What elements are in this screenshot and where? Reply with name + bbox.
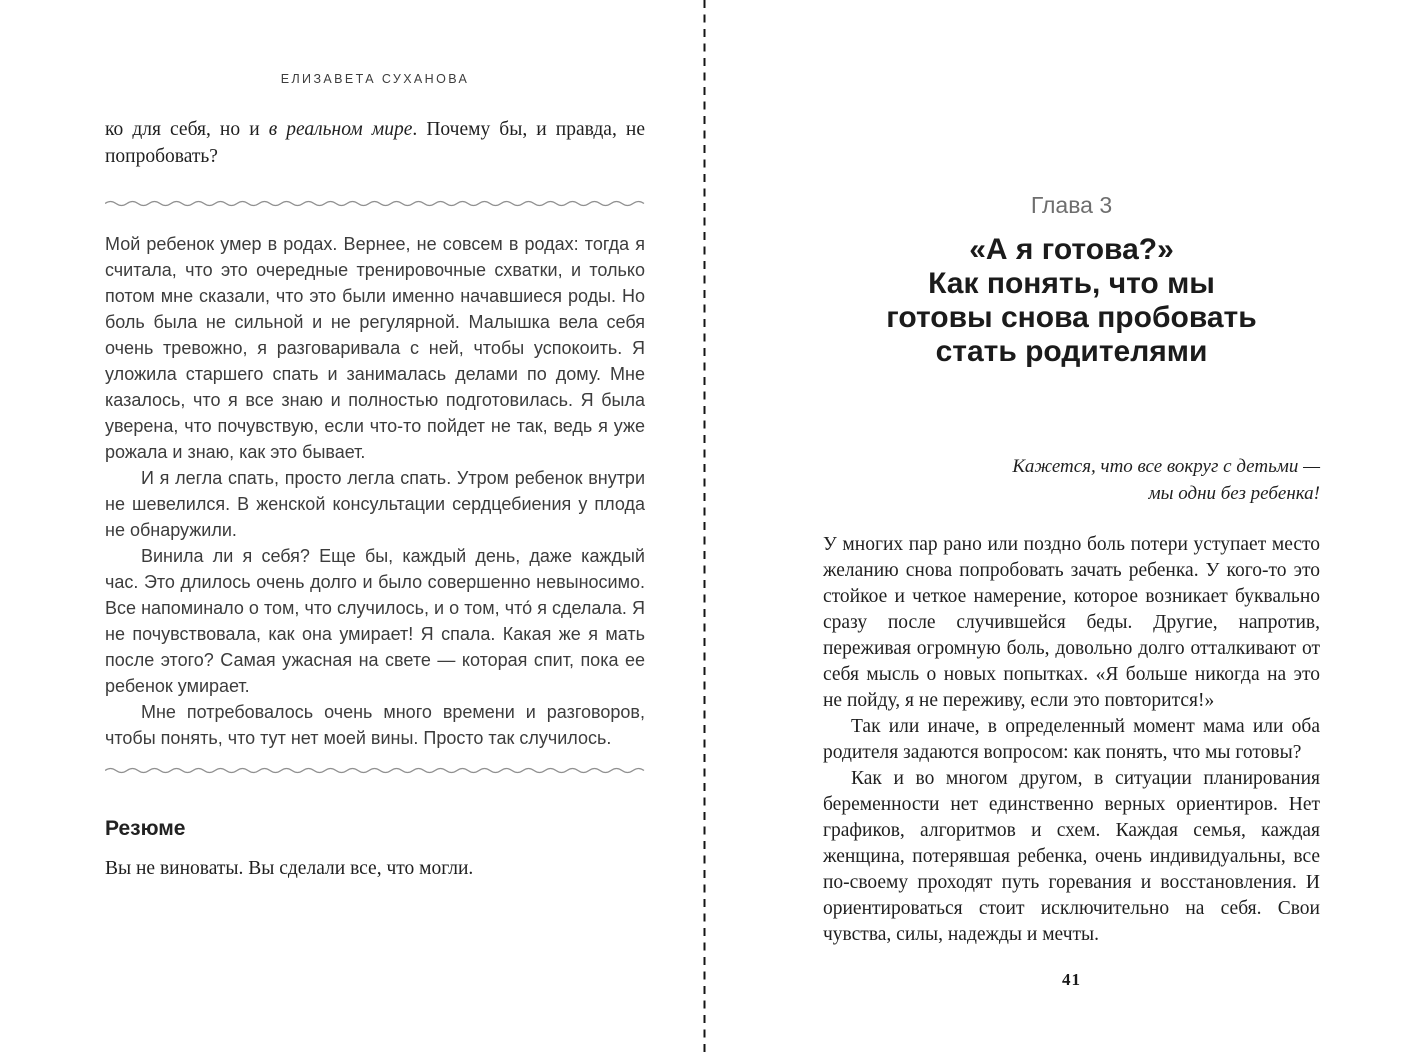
chapter-title-line: стать родителями bbox=[935, 335, 1208, 368]
intro-text-post: . Почему бы, и правда, не попробовать? bbox=[105, 119, 645, 167]
chapter-title-line: Как понять, что мы bbox=[928, 267, 1215, 300]
testimonial-paragraph: Винила ли я себя? Еще бы, каждый день, даже каждый час. Это длилось очень долго и было совершенно невыносимо. Все напоминало о том, что случилось, и о том, что́ я сделала. Я не почувствовала, как она умирает! Я спала. Какая же я мать после этого? Самая ужасная на свете — которая спит, пока ее ребенок умирает. bbox=[105, 546, 645, 696]
body-paragraph: Как и во многом другом, в ситуации планирования беременности нет единственно верных ориентиров. Нет графиков, алгоритмов и схем. Каждая семья, каждая женщина, потерявшая ребенка, очень индивидуальны, все по-своему проходят путь горевания и восстановления. И ориентироваться стоит исключительно на себя. Свои чувства, силы, надежды и мечты. bbox=[823, 768, 1320, 945]
body-paragraph: У многих пар рано или поздно боль потери уступает место желанию снова попробовать зачать ребенка. У кого-то это стойкое и четкое намерение, которое возникает буквально сразу после случившейся беды. Другие, напротив, переживая огромную боль, довольно долго отталкивают от себя мысль о новых попытках. «Я больше никогда на это не пойду, я не переживу, если это повторится!» bbox=[823, 534, 1320, 711]
body-paragraph: Так или иначе, в определенный момент мама или оба родителя задаются вопросом: как понять, что мы готовы? bbox=[823, 716, 1320, 763]
testimonial-paragraph: И я легла спать, просто легла спать. Утром ребенок внутри не шевелился. В женской консультации сердцебиения у плода не обнаружили. bbox=[105, 468, 645, 540]
right-page bbox=[823, 0, 1320, 948]
chapter-label: Глава 3 bbox=[1030, 192, 1113, 218]
left-page bbox=[105, 0, 645, 882]
intro-paragraph bbox=[105, 116, 645, 170]
chapter-body bbox=[823, 532, 1320, 948]
intro-text-pre: ко для себя, но и bbox=[105, 119, 269, 140]
wavy-divider-bottom bbox=[105, 766, 645, 775]
chapter-title bbox=[823, 233, 1320, 369]
epigraph-line: Кажется, что все вокруг с детьми — bbox=[1012, 456, 1320, 477]
wavy-divider-top bbox=[105, 199, 645, 208]
summary-heading: Резюме bbox=[105, 817, 186, 840]
epigraph-line: мы одни без ребенка! bbox=[1148, 483, 1320, 504]
summary-text: Вы не виноваты. Вы сделали все, что могли. bbox=[105, 858, 474, 879]
testimonial-paragraph: Мне потребовалось очень много времени и разговоров, чтобы понять, что тут нет моей вины. Просто так случилось. bbox=[105, 702, 645, 748]
epigraph bbox=[823, 453, 1320, 507]
testimonial-paragraph: Мой ребенок умер в родах. Вернее, не совсем в родах: тогда я считала, что это очередные тренировочные схватки, и только потом мне сказали, что это были именно начавшиеся роды. Но боль была не сильной и не регулярной. Малышка вела себя очень тревожно, я разговаривала с ней, чтобы успокоить. Я уложила старшего спать и занималась делами по дому. Мне казалось, что я все знаю и полностью подготовилась. Я была уверена, что почувствую, если что-то пойдет не так, ведь я уже рожала и знаю, как это бывает. bbox=[105, 234, 645, 462]
page-number: 41 bbox=[1062, 970, 1081, 989]
page-split-dashed-rule bbox=[702, 0, 707, 1058]
testimonial-block bbox=[105, 231, 645, 751]
chapter-title-line: «А я готова?» bbox=[969, 233, 1174, 266]
chapter-title-line: готовы снова пробовать bbox=[886, 301, 1257, 334]
running-head: ЕЛИЗАВЕТА СУХАНОВА bbox=[280, 72, 470, 86]
intro-text-italic: в реальном мире bbox=[268, 119, 413, 140]
